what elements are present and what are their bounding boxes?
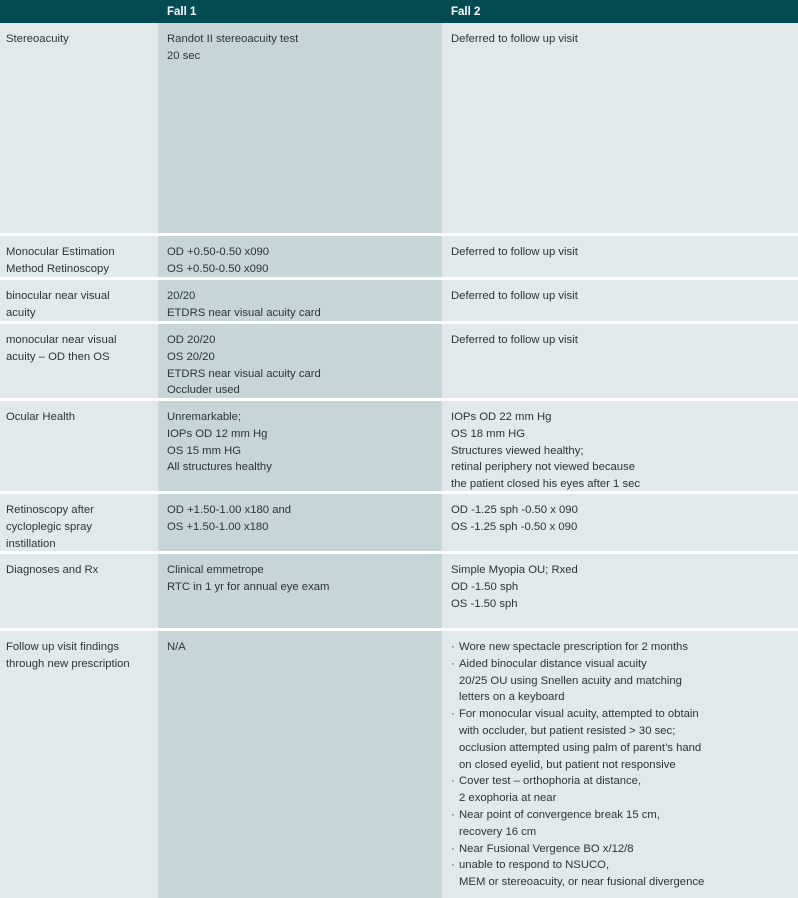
header-fall1: Fall 1 <box>167 6 197 18</box>
fall1-cell <box>158 631 442 898</box>
fall1-cell-line: N/A <box>167 641 186 653</box>
table-header <box>0 0 798 23</box>
row-label-line: instillation <box>6 537 56 550</box>
fall2-cell-line: the patient closed his eyes after 1 sec <box>451 478 641 491</box>
row-label <box>0 554 158 628</box>
row-label-line: Ocular Health <box>6 411 76 423</box>
row-label <box>0 324 158 398</box>
list-item <box>451 773 792 807</box>
fall1-cell-line: 20 sec <box>167 49 201 62</box>
fall2-cell-line: Simple Myopia OU; Rxed <box>451 564 578 576</box>
row-label-line: Follow up visit findings <box>6 641 120 653</box>
fall1-cell-line: Occluder used <box>167 384 240 397</box>
list-item-line: 2 exophoria at near <box>459 792 557 805</box>
list-item-line: occlusion attempted using palm of parent’s hand <box>459 741 702 754</box>
fall1-cell-line: Randot II stereoacuity test <box>167 33 299 45</box>
row-label-line: through new prescription <box>6 657 130 670</box>
list-item-line: with occluder, but patient resisted > 30 sec; <box>459 724 676 737</box>
list-item-line: on closed eyelid, but patient not responsive <box>459 758 676 771</box>
row-label <box>0 631 158 898</box>
fall2-cell <box>442 236 798 277</box>
fall2-cell-line: Deferred to follow up visit <box>451 290 578 302</box>
row-label-line: Diagnoses and Rx <box>6 564 99 576</box>
list-item-line: MEM or stereoacuity, or near fusional divergence <box>459 876 705 889</box>
fall1-cell-line: OD +1.50-1.00 x180 and <box>167 504 292 516</box>
follow-up-findings-list <box>451 639 792 891</box>
list-item <box>451 807 792 841</box>
fall1-cell-line: RTC in 1 yr for annual eye exam <box>167 580 330 593</box>
list-item-line: · Cover test – orthophoria at distance, <box>459 775 642 788</box>
fall1-cell-line: Clinical emmetrope <box>167 564 264 576</box>
table-row <box>0 23 798 233</box>
table-body <box>0 23 798 898</box>
fall1-cell-line: OS 20/20 <box>167 350 215 363</box>
fall2-cell-line: OD -1.25 sph -0.50 x 090 <box>451 504 578 516</box>
fall2-cell-line: Structures viewed healthy; <box>451 444 584 457</box>
row-label-line: Stereoacuity <box>6 33 69 45</box>
fall2-cell <box>442 324 798 398</box>
list-item <box>451 857 792 891</box>
fall1-cell-line: All structures healthy <box>167 461 272 474</box>
table-row <box>0 491 798 551</box>
table-row <box>0 233 798 277</box>
list-item-line: letters on a keyboard <box>459 691 565 704</box>
fall2-cell-line: OS -1.50 sph <box>451 597 518 610</box>
fall1-cell <box>158 554 442 628</box>
fall2-cell-line: OD -1.50 sph <box>451 580 519 593</box>
fall1-cell <box>158 401 442 491</box>
header-label-col <box>0 0 158 23</box>
fall2-cell <box>442 23 798 233</box>
fall2-cell <box>442 280 798 321</box>
list-item-line: · Wore new spectacle prescription for 2 months <box>459 641 688 653</box>
list-item-line: · For monocular visual acuity, attempted to obtain <box>459 708 699 721</box>
fall1-cell-line: 20/20 <box>167 290 196 302</box>
list-item-line: · unable to respond to NSUCO, <box>459 859 610 872</box>
fall1-cell-line: IOPs OD 12 mm Hg <box>167 427 268 440</box>
list-item-line: · Aided binocular distance visual acuity <box>459 657 647 670</box>
fall1-cell-line: Unremarkable; <box>167 411 242 423</box>
fall2-cell-line: Deferred to follow up visit <box>451 246 578 258</box>
row-label-line: cycloplegic spray <box>6 520 93 533</box>
row-label <box>0 23 158 233</box>
row-label <box>0 280 158 321</box>
row-label-line: monocular near visual <box>6 334 117 346</box>
list-item <box>451 639 792 656</box>
fall1-cell <box>158 280 442 321</box>
fall2-cell <box>442 494 798 551</box>
fall2-cell <box>442 401 798 491</box>
fall1-cell-line: OD +0.50-0.50 x090 <box>167 246 270 258</box>
list-item-line: recovery 16 cm <box>459 825 537 838</box>
table-row <box>0 321 798 398</box>
row-label-line: Retinoscopy after <box>6 504 94 516</box>
table-row <box>0 277 798 321</box>
list-item <box>451 656 792 706</box>
fall2-cell-line: retinal periphery not viewed because <box>451 461 635 474</box>
row-label-line: acuity – OD then OS <box>6 350 110 363</box>
fall1-cell <box>158 23 442 233</box>
fall2-cell-line: OS 18 mm HG <box>451 427 526 440</box>
row-label <box>0 236 158 277</box>
fall2-cell <box>442 631 798 898</box>
fall1-cell-line: OS 15 mm HG <box>167 444 242 457</box>
row-label-line: Method Retinoscopy <box>6 262 109 275</box>
header-fall2: Fall 2 <box>451 6 481 18</box>
fall2-cell-line: OS -1.25 sph -0.50 x 090 <box>451 520 578 533</box>
table-row <box>0 551 798 628</box>
list-item-line: 20/25 OU using Snellen acuity and matching <box>459 674 682 687</box>
list-item-line: · Near Fusional Vergence BO x/12/8 <box>459 842 634 855</box>
row-label <box>0 494 158 551</box>
fall2-cell-line: Deferred to follow up visit <box>451 334 578 346</box>
row-label-line: Monocular Estimation <box>6 246 115 258</box>
fall1-cell <box>158 494 442 551</box>
fall1-cell-line: ETDRS near visual acuity card <box>167 367 321 380</box>
fall2-cell-line: IOPs OD 22 mm Hg <box>451 411 552 423</box>
fall1-cell <box>158 236 442 277</box>
table-row <box>0 398 798 491</box>
fall2-cell <box>442 554 798 628</box>
row-label-line: binocular near visual <box>6 290 110 302</box>
fall1-cell-line: ETDRS near visual acuity card <box>167 306 321 319</box>
table-row <box>0 628 798 898</box>
fall1-cell-line: OD 20/20 <box>167 334 216 346</box>
list-item <box>451 706 792 773</box>
list-item-line: · Near point of convergence break 15 cm, <box>459 808 660 821</box>
fall2-cell-line: Deferred to follow up visit <box>451 33 578 45</box>
row-label-line: acuity <box>6 306 36 319</box>
fall1-cell-line: OS +0.50-0.50 x090 <box>167 262 269 275</box>
fall1-cell <box>158 324 442 398</box>
fall1-cell-line: OS +1.50-1.00 x180 <box>167 520 269 533</box>
list-item <box>451 841 792 858</box>
row-label <box>0 401 158 491</box>
